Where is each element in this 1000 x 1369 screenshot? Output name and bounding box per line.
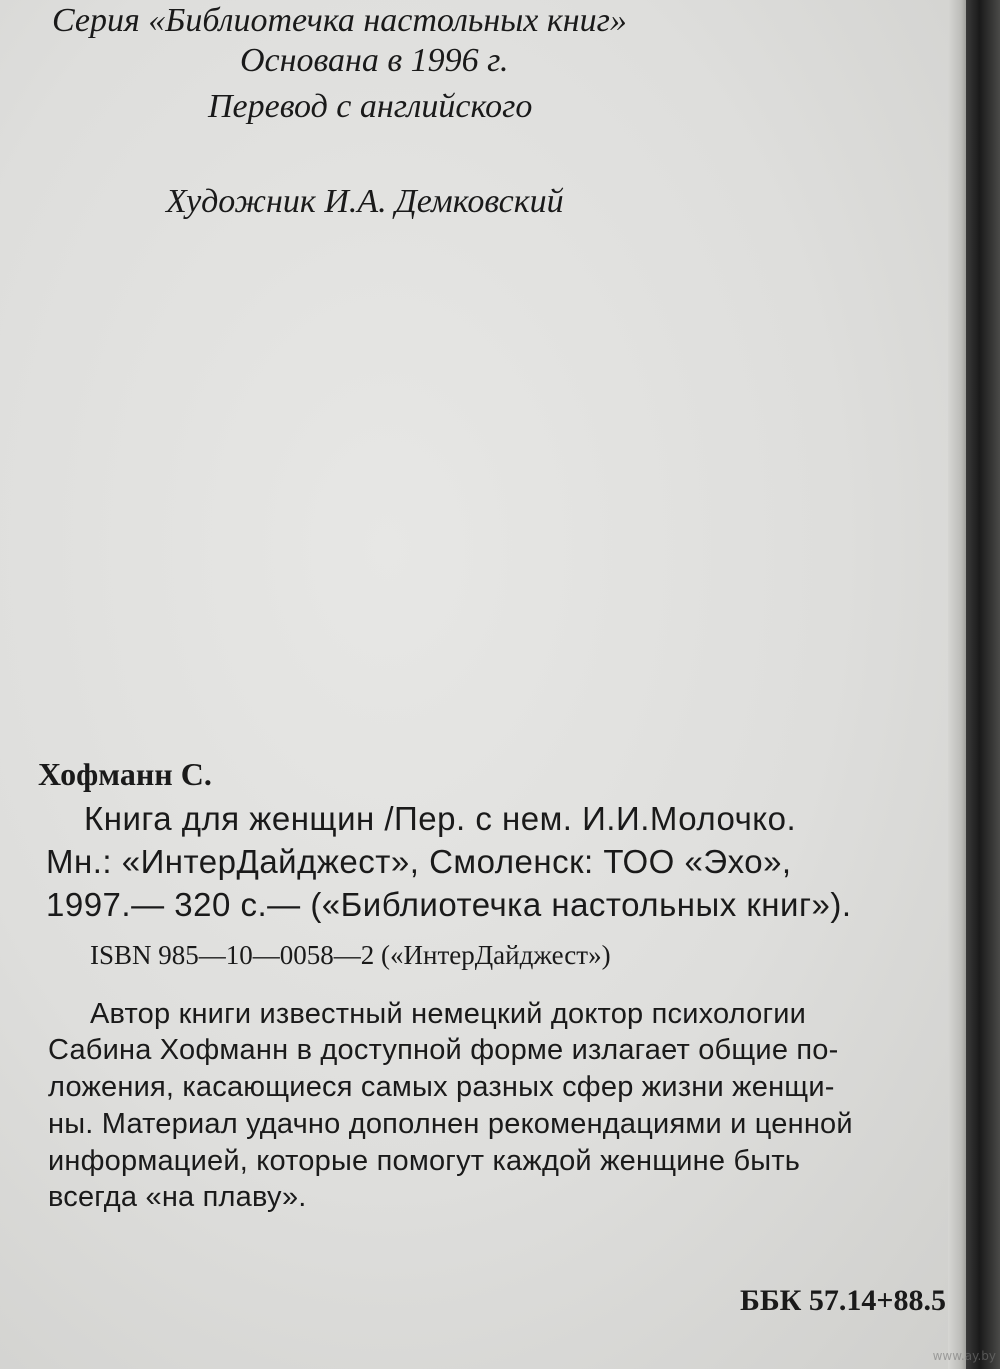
translation-line: Перевод с английского [208, 88, 533, 125]
bbk-code: ББК 57.14+88.5 [740, 1284, 947, 1317]
series-line: Серия «Библиотечка настольных книг» [52, 2, 627, 39]
bibliographic-line: Мн.: «ИнтерДайджест», Смоленск: ТОО «Эхо», [46, 843, 792, 880]
author-name: Хофманн С. [38, 756, 212, 792]
founded-line: Основана в 1996 г. [240, 42, 509, 79]
annotation-line: ны. Материал удачно дополнен рекомендациями и ценной [48, 1108, 853, 1140]
watermark: www.ay.by [932, 1349, 996, 1363]
isbn-line: ISBN 985—10—0058—2 («ИнтерДайджест») [90, 940, 611, 970]
annotation-line: всегда «на плаву». [48, 1181, 307, 1213]
book-spine [966, 0, 1000, 1369]
annotation-line: Автор книги известный немецкий доктор психологии [90, 998, 807, 1030]
bibliographic-line: 1997.— 320 с.— («Библиотечка настольных книг»). [46, 886, 852, 923]
annotation-line: Сабина Хофманн в доступной форме излагает общие по- [48, 1034, 839, 1066]
annotation-line: ложения, касающиеся самых разных сфер жизни женщи- [48, 1071, 835, 1103]
bibliographic-line: Книга для женщин /Пер. с нем. И.И.Молочко. [84, 800, 797, 837]
artist-line: Художник И.А. Демковский [166, 183, 564, 220]
annotation-line: информацией, которые помогут каждой женщине быть [48, 1145, 801, 1177]
